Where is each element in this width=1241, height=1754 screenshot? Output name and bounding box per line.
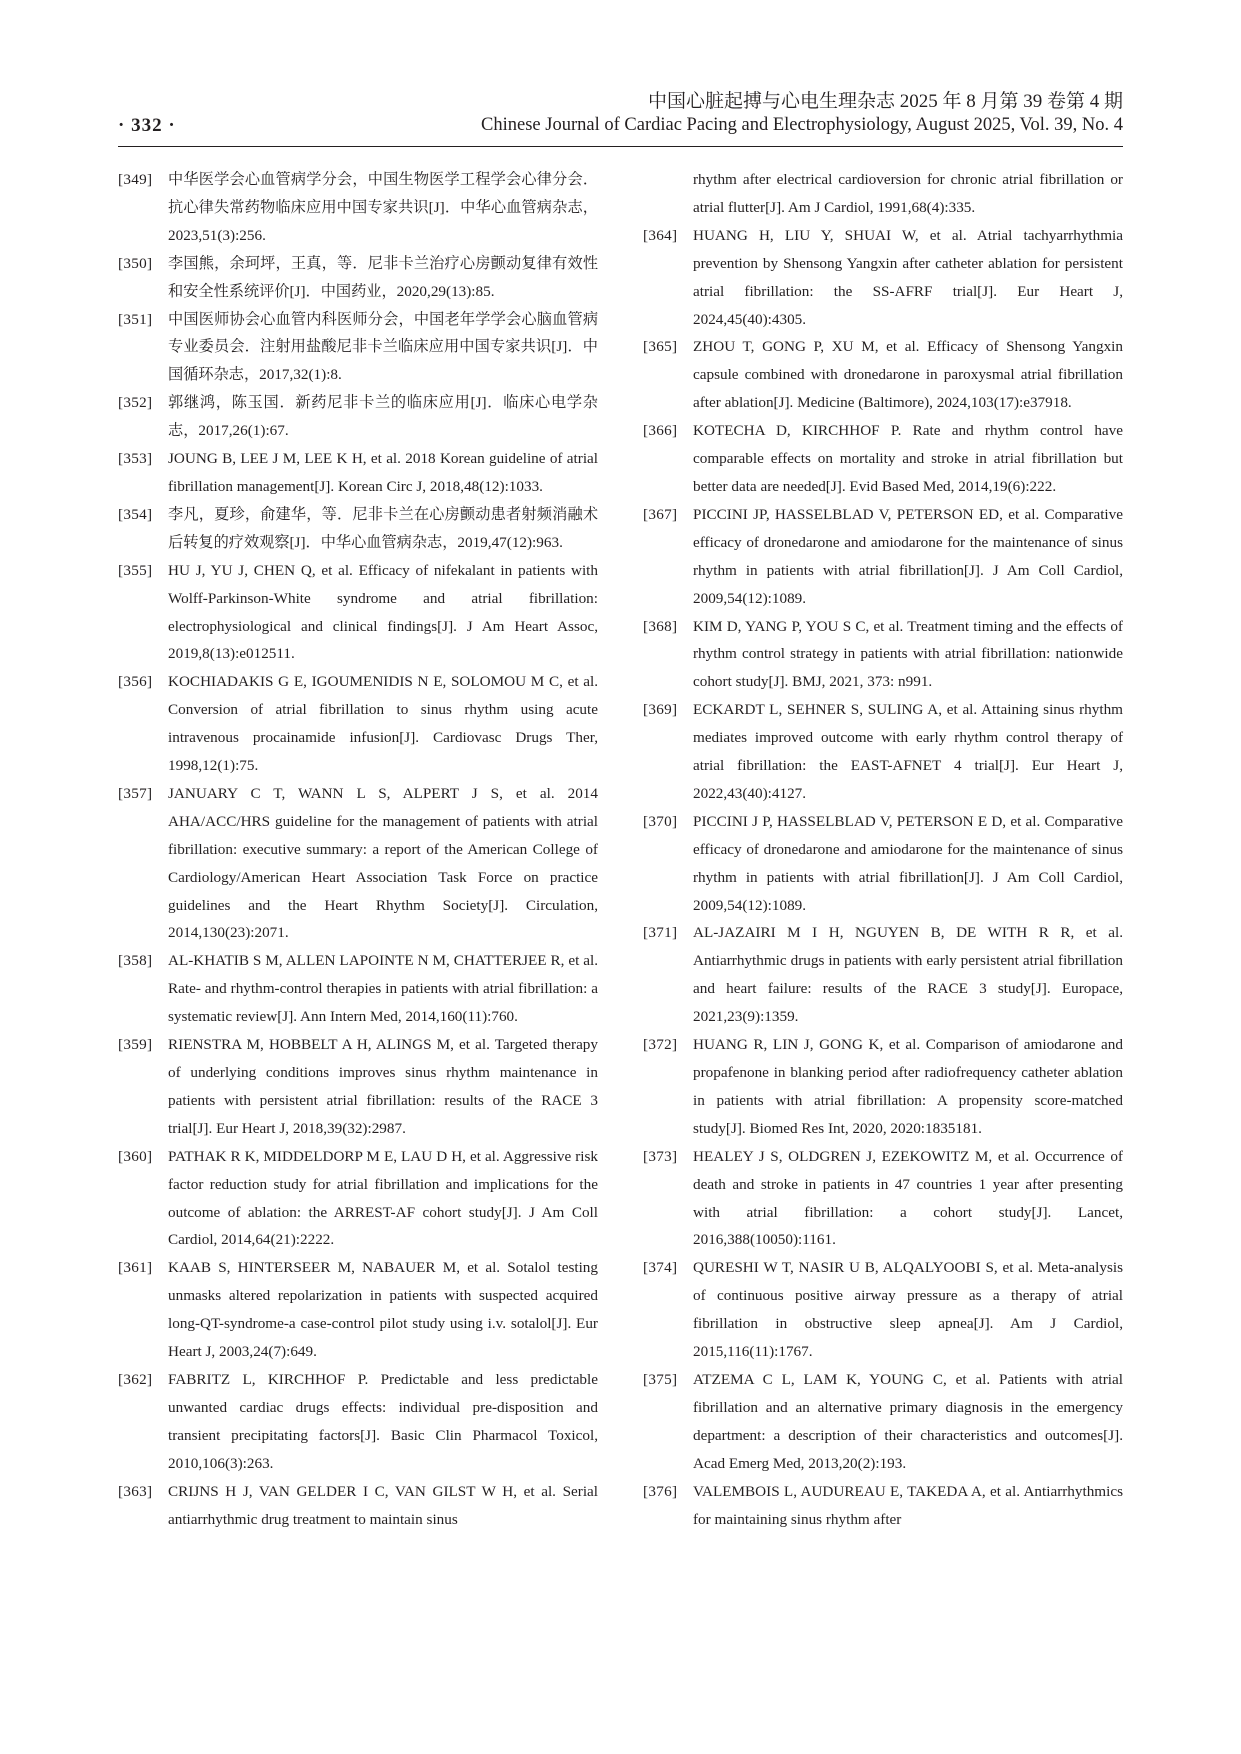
reference-entry — [118, 1366, 598, 1478]
reference-text: JOUNG B, LEE J M, LEE K H, et al. 2018 Korean guideline of atrial fibrillation management[J]. Korean Circ J, 2018,48(12):1033. — [168, 450, 598, 495]
reference-text: QURESHI W T, NASIR U B, ALQALYOOBI S, et al. Meta-analysis of continuous positive airway pressure as a therapy of atrial fibrillation in obstructive sleep apnea[J]. Am J Cardiol, 2015,116(11):1767. — [693, 1259, 1123, 1361]
reference-number: [364] — [643, 226, 678, 244]
reference-number: [375] — [643, 1370, 678, 1388]
reference-text: 李国熊，余珂坪，王真，等．尼非卡兰治疗心房颤动复律有效性和安全性系统评价[J]．中国药业，2020,29(13):85. — [168, 254, 598, 300]
reference-entry — [118, 389, 598, 445]
reference-number: [376] — [643, 1482, 678, 1500]
reference-number: [362] — [118, 1370, 153, 1388]
reference-entry — [118, 947, 598, 1031]
reference-entry — [643, 808, 1123, 920]
reference-text: PICCINI J P, HASSELBLAD V, PETERSON E D, et al. Comparative efficacy of dronedarone and amiodarone for the maintenance of sinus rhythm in patients with atrial fibrillation[J]. J Am Coll Cardiol, 2009,54(12):1089. — [693, 812, 1123, 914]
reference-text: KIM D, YANG P, YOU S C, et al. Treatment timing and the effects of rhythm control strategy in patients with atrial fibrillation: nationwide cohort study[J]. BMJ, 2021, 373: n991. — [693, 617, 1123, 691]
reference-text: HUANG R, LIN J, GONG K, et al. Comparison of amiodarone and propafenone in blanking period after radiofrequency catheter ablation in patients with atrial fibrillation: A propensity score-matched study[J]. Biomed Res Int, 2020, 2020:1835181. — [693, 1036, 1123, 1137]
reference-number: [357] — [118, 784, 153, 802]
reference-number: [355] — [118, 561, 153, 579]
reference-text: ECKARDT L, SEHNER S, SULING A, et al. Attaining sinus rhythm mediates improved outcome with early rhythm control therapy of atrial fibrillation: the EAST-AFNET 4 trial[J]. Eur Heart J, 2022,43(40):4127. — [693, 701, 1123, 802]
reference-text: KOCHIADAKIS G E, IGOUMENIDIS N E, SOLOMOU M C, et al. Conversion of atrial fibrillation to sinus rhythm using acute intravenous procainamide infusion[J]. Cardiovasc Drugs Ther, 1998,12(1):75. — [168, 673, 598, 775]
reference-number: [350] — [118, 254, 153, 272]
reference-entry — [643, 919, 1123, 1031]
reference-column-left — [118, 166, 598, 1533]
reference-text: KAAB S, HINTERSEER M, NABAUER M, et al. Sotalol testing unmasks altered repolarization in patients with suspected acquired long-QT-syndrome-a case-control pilot study using i.v. sotalol[J]. Eur Heart J, 2003,24(7):649. — [168, 1259, 598, 1361]
reference-entry — [643, 333, 1123, 417]
reference-entry — [118, 1031, 598, 1143]
reference-entry — [118, 501, 598, 557]
reference-text: 中国医师协会心血管内科医师分会，中国老年学学会心脑血管病专业委员会．注射用盐酸尼非卡兰临床应用中国专家共识[J]．中国循环杂志，2017,32(1):8. — [168, 310, 598, 384]
reference-text: HEALEY J S, OLDGREN J, EZEKOWITZ M, et al. Occurrence of death and stroke in patients in 47 countries 1 year after presenting with atrial fibrillation: a cohort study[J]. Lancet, 2016,388(10050):1161. — [693, 1147, 1123, 1249]
reference-number: [359] — [118, 1036, 153, 1054]
reference-text: ZHOU T, GONG P, XU M, et al. Efficacy of Shensong Yangxin capsule combined with dronedarone in paroxysmal atrial fibrillation after ablation[J]. Medicine (Baltimore), 2024,103(17):e37918. — [693, 338, 1123, 412]
reference-number: [366] — [643, 422, 678, 440]
reference-entry — [643, 1254, 1123, 1366]
journal-title-en: Chinese Journal of Cardiac Pacing and Electrophysiology, August 2025, Vol. 39, No. 4 — [481, 115, 1123, 135]
reference-number: [371] — [643, 924, 678, 942]
reference-number: [358] — [118, 952, 153, 970]
reference-entry — [118, 668, 598, 780]
reference-number: [370] — [643, 812, 678, 830]
reference-text: 郭继鸿，陈玉国．新药尼非卡兰的临床应用[J]．临床心电学杂志，2017,26(1):67. — [168, 394, 598, 440]
reference-number: [367] — [643, 505, 678, 523]
reference-entry — [118, 1254, 598, 1366]
reference-number: [373] — [643, 1147, 678, 1165]
reference-text: AL-JAZAIRI M I H, NGUYEN B, DE WITH R R, et al. Antiarrhythmic drugs in patients with early persistent atrial fibrillation and heart failure: results of the RACE 3 study[J]. Europace, 2021,23(9):1359. — [693, 924, 1123, 1026]
reference-number: [353] — [118, 450, 153, 468]
reference-text: RIENSTRA M, HOBBELT A H, ALINGS M, et al. Targeted therapy of underlying conditions improves sinus rhythm maintenance in patients with persistent atrial fibrillation: results of the RACE 3 trial[J]. Eur Heart J, 2018,39(32):2987. — [168, 1036, 598, 1137]
reference-number: [372] — [643, 1036, 678, 1054]
reference-number: [349] — [118, 171, 153, 188]
reference-number: [374] — [643, 1259, 678, 1277]
reference-entry — [643, 1031, 1123, 1143]
reference-number: [361] — [118, 1259, 153, 1277]
reference-number: [369] — [643, 701, 678, 719]
reference-number: [365] — [643, 338, 678, 356]
reference-entry — [118, 445, 598, 501]
reference-number: [356] — [118, 673, 153, 691]
reference-number: [368] — [643, 617, 678, 635]
reference-text: JANUARY C T, WANN L S, ALPERT J S, et al. 2014 AHA/ACC/HRS guideline for the management of patients with atrial fibrillation: executive summary: a report of the American College of Cardiology/American Heart Association Task Force on practice guidelines and the Heart Rhythm Society[J]. Circulation, 2014,130(23):2071. — [168, 784, 598, 942]
reference-entry — [118, 250, 598, 306]
reference-entry — [643, 613, 1123, 697]
reference-text: rhythm after electrical cardioversion for chronic atrial fibrillation or atrial flutter[J]. Am J Cardiol, 1991,68(4):335. — [693, 171, 1123, 216]
reference-number: [352] — [118, 394, 153, 412]
reference-number: [363] — [118, 1482, 153, 1500]
reference-column-right — [643, 166, 1123, 1533]
reference-entry — [118, 1478, 598, 1534]
reference-entry — [643, 1366, 1123, 1478]
reference-entry — [118, 780, 598, 947]
reference-text: 中华医学会心血管病学分会，中国生物医学工程学会心律分会．抗心律失常药物临床应用中国专家共识[J]．中华心血管病杂志，2023,51(3):256. — [168, 171, 598, 244]
reference-text: 李凡，夏珍，俞建华，等．尼非卡兰在心房颤动患者射频消融术后转复的疗效观察[J]．中华心血管病杂志，2019,47(12):963. — [168, 505, 598, 551]
reference-text: VALEMBOIS L, AUDUREAU E, TAKEDA A, et al. Antiarrhythmics for maintaining sinus rhythm after — [693, 1482, 1123, 1528]
reference-text: AL-KHATIB S M, ALLEN LAPOINTE N M, CHATTERJEE R, et al. Rate- and rhythm-control therapies in patients with atrial fibrillation: a systematic review[J]. Ann Intern Med, 2014,160(11):760. — [168, 952, 598, 1026]
header-rule — [118, 146, 1123, 147]
reference-text: PATHAK R K, MIDDELDORP M E, LAU D H, et al. Aggressive risk factor reduction study for atrial fibrillation and implications for the outcome of ablation: the ARREST-AF cohort study[J]. J Am Coll Cardiol, 2014,64(21):2222. — [168, 1147, 598, 1249]
reference-text: FABRITZ L, KIRCHHOF P. Predictable and less predictable unwanted cardiac drugs effects: individual pre-disposition and transient precipitating factors[J]. Basic Clin Pharmacol Toxicol, 2010,106(3):263. — [168, 1370, 598, 1472]
reference-text: CRIJNS H J, VAN GELDER I C, VAN GILST W H, et al. Serial antiarrhythmic drug treatment to maintain sinus — [168, 1482, 598, 1528]
reference-entry — [643, 417, 1123, 501]
reference-text: PICCINI JP, HASSELBLAD V, PETERSON ED, et al. Comparative efficacy of dronedarone and amiodarone for the maintenance of sinus rhythm in patients with atrial fibrillation[J]. J Am Coll Cardiol, 2009,54(12):1089. — [693, 505, 1123, 607]
reference-number: [351] — [118, 310, 153, 328]
reference-entry — [643, 696, 1123, 808]
reference-text: KOTECHA D, KIRCHHOF P. Rate and rhythm control have comparable effects on mortality and stroke in atrial fibrillation but better data are needed[J]. Evid Based Med, 2014,19(6):222. — [693, 422, 1123, 495]
reference-text: HUANG H, LIU Y, SHUAI W, et al. Atrial tachyarrhythmia prevention by Shensong Yangxin after catheter ablation for persistent atrial fibrillation: the SS-AFRF trial[J]. Eur Heart J, 2024,45(40):4305. — [693, 226, 1123, 328]
reference-entry — [118, 166, 598, 250]
reference-text: ATZEMA C L, LAM K, YOUNG C, et al. Patients with atrial fibrillation and an alternative primary diagnosis in the emergency department: a description of their characteristics and outcomes[J]. Acad Emerg Med, 2013,20(2):193. — [693, 1370, 1123, 1472]
reference-entry — [643, 1478, 1123, 1534]
reference-number: [354] — [118, 505, 153, 523]
reference-entry — [643, 166, 1123, 222]
reference-entry — [643, 501, 1123, 613]
reference-entry — [118, 306, 598, 390]
reference-text: HU J, YU J, CHEN Q, et al. Efficacy of nifekalant in patients with Wolff-Parkinson-White syndrome and atrial fibrillation: electrophysiological and clinical findings[J]. J Am Heart Assoc, 2019,8(13):e012511. — [168, 561, 598, 663]
reference-number: [360] — [118, 1147, 153, 1165]
journal-title-cn: 中国心脏起搏与心电生理杂志 2025 年 8 月第 39 卷第 4 期 — [647, 91, 1123, 112]
reference-entry — [643, 1143, 1123, 1255]
reference-entry — [118, 1143, 598, 1255]
reference-entry — [118, 557, 598, 669]
page-number: · 332 · — [118, 115, 176, 136]
reference-entry — [643, 222, 1123, 334]
